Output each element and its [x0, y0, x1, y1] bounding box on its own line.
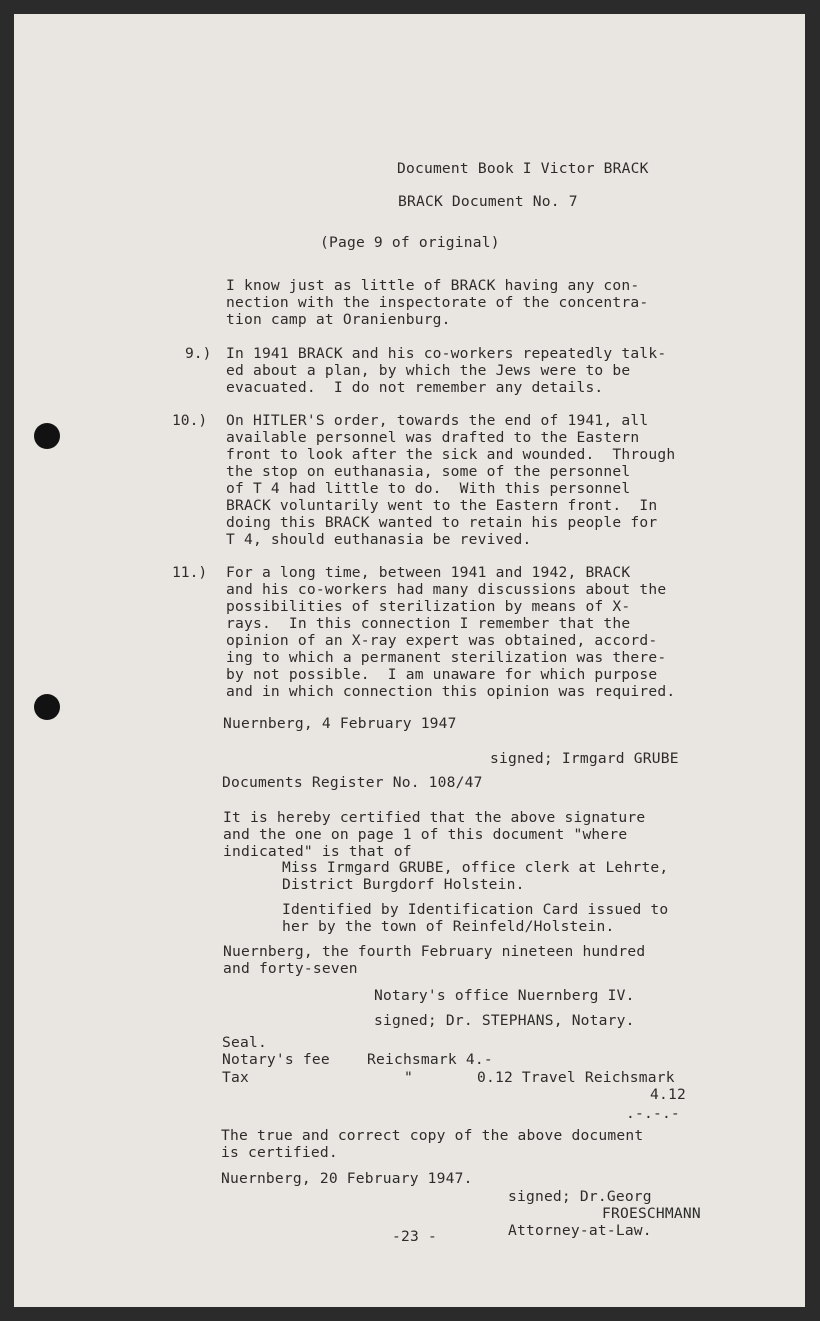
page-number: -23 - [392, 1228, 437, 1245]
copy-certification [221, 1127, 643, 1161]
text-line: doing this BRACK wanted to retain his people for [226, 514, 658, 531]
text-line: and forty-seven [223, 960, 358, 977]
text-line: opinion of an X-ray expert was obtained, accord- [226, 632, 658, 649]
text-line: is certified. [221, 1144, 338, 1161]
identification-note [282, 901, 668, 935]
text-line: In 1941 BRACK and his co-workers repeatedly talk- [226, 345, 667, 362]
header-line-2: BRACK Document No. 7 [398, 193, 578, 210]
text-line: For a long time, between 1941 and 1942, BRACK [226, 564, 631, 581]
item-number: 11.) [172, 564, 208, 581]
notary-fee-value: Reichsmark 4.- [367, 1051, 493, 1068]
text-line: evacuated. I do not remember any details. [226, 379, 604, 396]
page-reference: (Page 9 of original) [320, 234, 500, 251]
text-line: front to look after the sick and wounded. Through [226, 446, 676, 463]
item-11-paragraph [226, 564, 675, 700]
text-line: Identified by Identification Card issued to [282, 901, 669, 918]
signature-line-2: FROESCHMANN [602, 1205, 701, 1222]
certification-paragraph [223, 809, 645, 860]
text-line: by not possible. I am unaware for which purpose [226, 666, 658, 683]
documents-register: Documents Register No. 108/47 [222, 774, 483, 791]
text-line: T 4, should euthanasia be revived. [226, 531, 532, 548]
signature-grube: signed; Irmgard GRUBE [490, 750, 679, 767]
intro-paragraph [226, 277, 648, 328]
text-line: the stop on euthanasia, some of the personnel [226, 463, 631, 480]
text-line: available personnel was drafted to the Eastern [226, 429, 640, 446]
text-line: ed about a plan, by which the Jews were to be [226, 362, 631, 379]
item-9-paragraph [226, 345, 666, 396]
punch-hole-top [34, 423, 60, 449]
text-line: rays. In this connection I remember that the [226, 615, 631, 632]
tax-travel-value: 0.12 Travel Reichsmark [477, 1069, 675, 1086]
text-line: It is hereby certified that the above signature [223, 809, 646, 826]
text-line: Miss Irmgard GRUBE, office clerk at Lehrte, [282, 859, 669, 876]
notary-office: Notary's office Nuernberg IV. [374, 987, 635, 1004]
item-number: 10.) [172, 412, 208, 429]
notary-place-date [223, 943, 645, 977]
signature-line-1: signed; Dr.Georg [508, 1188, 652, 1205]
text-line: The true and correct copy of the above document [221, 1127, 644, 1144]
text-line: tion camp at Oranienburg. [226, 311, 451, 328]
place-date: Nuernberg, 4 February 1947 [223, 715, 457, 732]
text-line: and the one on page 1 of this document "where [223, 826, 628, 843]
text-line: ing to which a permanent sterilization was there- [226, 649, 667, 666]
text-line: District Burgdorf Holstein. [282, 876, 525, 893]
punch-hole-bottom [34, 694, 60, 720]
notary-signature: signed; Dr. STEPHANS, Notary. [374, 1012, 635, 1029]
text-line: On HITLER'S order, towards the end of 1941, all [226, 412, 649, 429]
text-line: BRACK voluntarily went to the Eastern front. In [226, 497, 658, 514]
text-line: indicated" is that of [223, 843, 412, 860]
text-line: Nuernberg, the fourth February nineteen hundred [223, 943, 646, 960]
item-number: 9.) [185, 345, 212, 362]
certified-person [282, 859, 668, 893]
tax-ditto-mark: " [404, 1069, 413, 1086]
travel-amount: 4.12 [650, 1086, 686, 1103]
header-line-1: Document Book I Victor BRACK [397, 160, 649, 177]
text-line: her by the town of Reinfeld/Holstein. [282, 918, 615, 935]
seal-label: Seal. [222, 1034, 267, 1051]
item-10-paragraph [226, 412, 675, 548]
text-line: of T 4 had little to do. With this personnel [226, 480, 631, 497]
tax-label: Tax [222, 1069, 249, 1086]
document-page [14, 14, 805, 1307]
text-line: possibilities of sterilization by means of X- [226, 598, 631, 615]
signature-line-3: Attorney-at-Law. [508, 1222, 652, 1239]
text-line: I know just as little of BRACK having any con- [226, 277, 640, 294]
notary-fee-label: Notary's fee [222, 1051, 330, 1068]
final-place-date: Nuernberg, 20 February 1947. [221, 1170, 473, 1187]
text-line: and in which connection this opinion was required. [226, 683, 676, 700]
text-line: and his co-workers had many discussions about the [226, 581, 667, 598]
text-line: nection with the inspectorate of the concentra- [226, 294, 649, 311]
dash-separator: .-.-.- [626, 1105, 680, 1122]
